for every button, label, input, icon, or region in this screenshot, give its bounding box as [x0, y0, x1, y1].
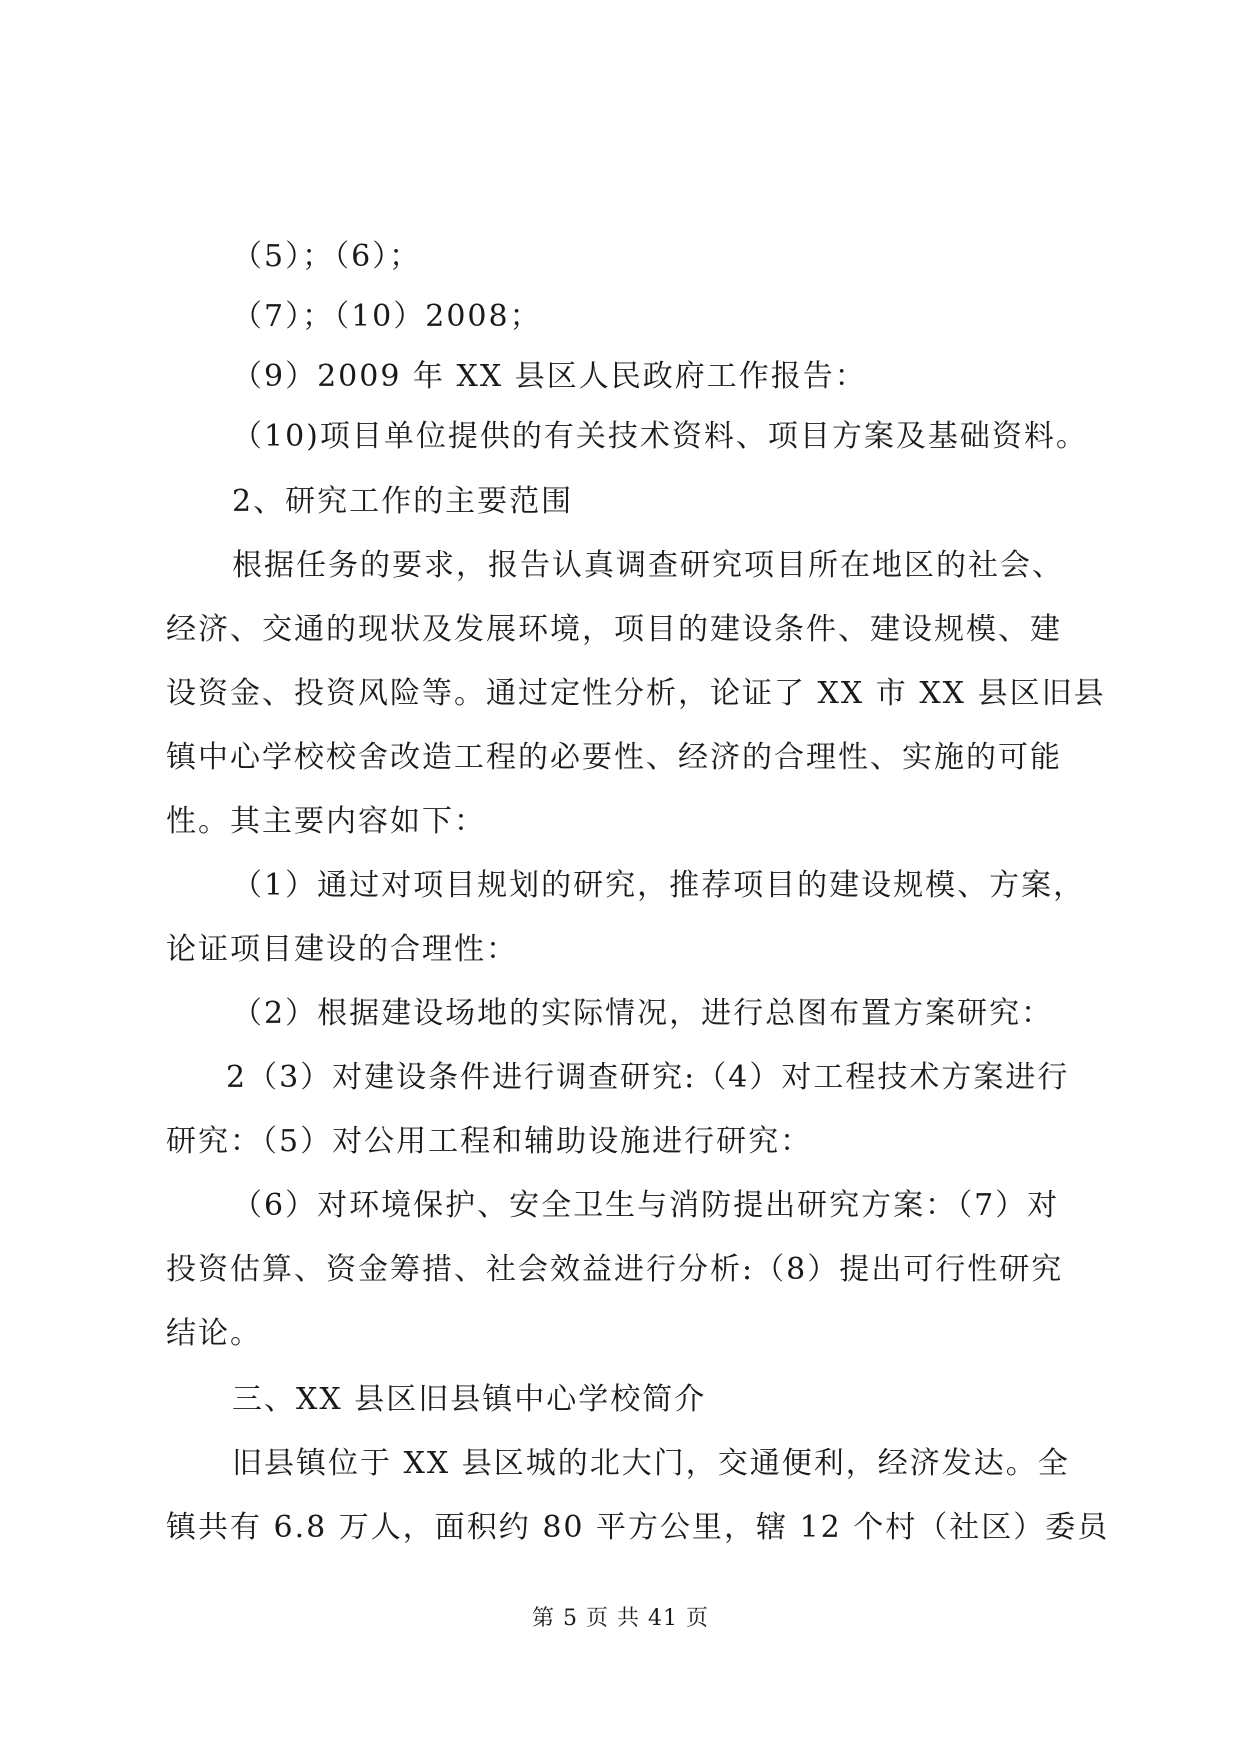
section-heading-3: 三、XX 县区旧县镇中心学校简介 [232, 1382, 707, 1417]
text-line-13: （2）根据建设场地的实际情况，进行总图布置方案研究： [232, 996, 1054, 1031]
text-line-3: （9）2009 年 XX 县区人民政府工作报告： [232, 359, 867, 394]
text-line-8: 设资金、投资风险等。通过定性分析，论证了 XX 市 XX 县区旧县 [166, 676, 1106, 711]
text-line-2: （7）；（10）2008； [232, 299, 542, 334]
text-line-4: （10)项目单位提供的有关技术资料、项目方案及基础资料。 [232, 419, 1088, 454]
text-line-17: 投资估算、资金筹措、社会效益进行分析:（8）提出可行性研究 [166, 1252, 1064, 1287]
text-line-11: （1）通过对项目规划的研究，推荐项目的建设规模、方案， [232, 868, 1086, 903]
text-line-1: （5）；（6）； [232, 239, 422, 274]
text-line-14: 2（3）对建设条件进行调查研究:（4）对工程技术方案进行 [226, 1060, 1070, 1095]
text-line-15: 研究：（5）对公用工程和辅助设施进行研究： [166, 1124, 813, 1159]
text-line-16: （6）对环境保护、安全卫生与消防提出研究方案：（7）对 [232, 1188, 1060, 1223]
text-line-18: 结论。 [166, 1316, 262, 1351]
text-line-7: 经济、交通的现状及发展环境，项目的建设条件、建设规模、建 [166, 612, 1062, 647]
section-heading-2: 2、研究工作的主要范围 [232, 484, 574, 519]
text-line-9: 镇中心学校校舍改造工程的必要性、经济的合理性、实施的可能 [166, 740, 1062, 775]
text-line-12: 论证项目建设的合理性： [166, 932, 518, 967]
text-line-10: 性。其主要内容如下： [166, 804, 486, 839]
text-line-20: 旧县镇位于 XX 县区城的北大门，交通便利，经济发达。全 [232, 1446, 1070, 1481]
text-line-21: 镇共有 6.8 万人，面积约 80 平方公里，辖 12 个村（社区）委员 [166, 1510, 1110, 1545]
text-line-6: 根据任务的要求，报告认真调查研究项目所在地区的社会、 [232, 548, 1064, 583]
page-number-footer: 第 5 页 共 41 页 [532, 1606, 709, 1631]
